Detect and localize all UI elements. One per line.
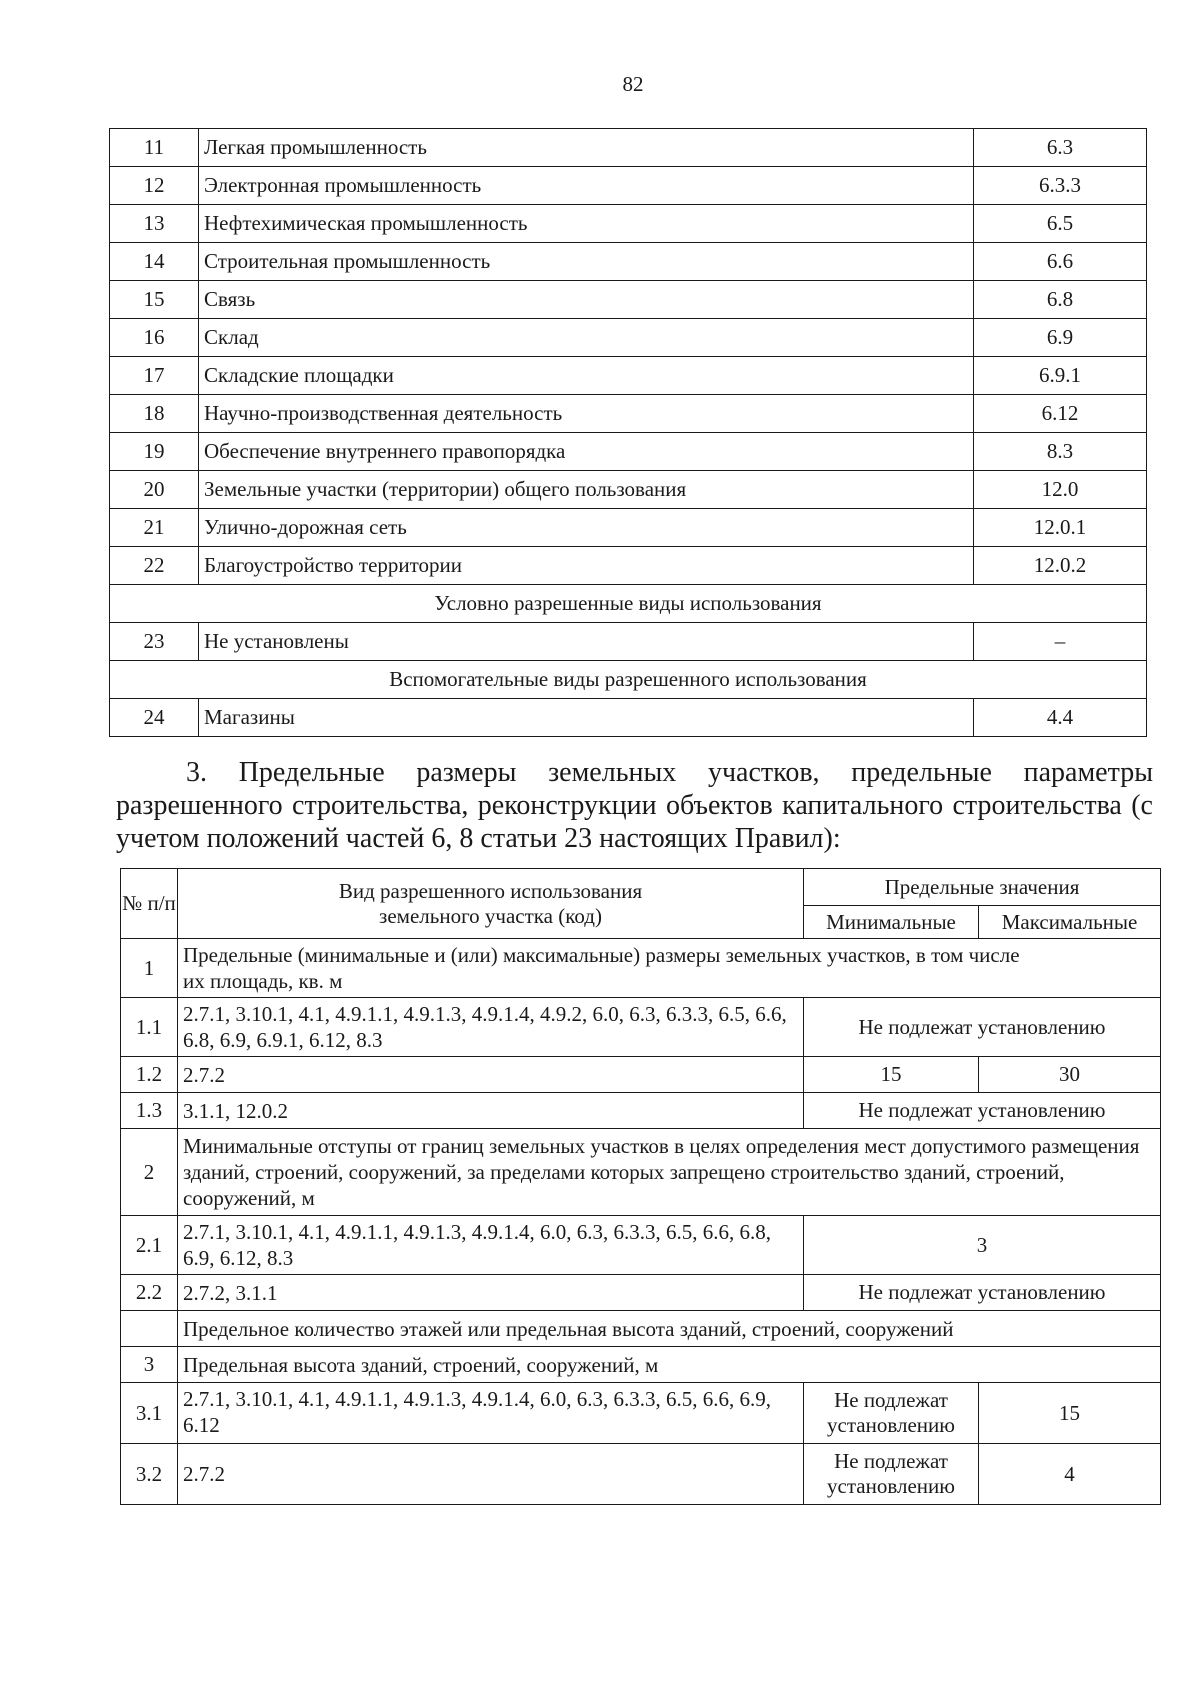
row-min: Не подлежат установлению (804, 1383, 979, 1444)
table-row (110, 243, 1147, 281)
row-max: 15 (979, 1383, 1161, 1444)
row-number: 18 (110, 395, 199, 433)
header-min: Минимальные (804, 906, 979, 939)
row-number: 22 (110, 547, 199, 585)
row-codes: 2.7.2, 3.1.1 (178, 1275, 804, 1311)
row-number: 14 (110, 243, 199, 281)
permitted-uses-tail (110, 585, 1147, 737)
use-code: 4.4 (974, 699, 1147, 737)
row-codes: 2.7.1, 3.10.1, 4.1, 4.9.1.1, 4.9.1.3, 4.9.1.4, 6.0, 6.3, 6.3.3, 6.5, 6.6, 6.9, 6.12 (178, 1383, 804, 1444)
row-min: Не подлежат установлению (804, 1444, 979, 1505)
row-value: 3 (804, 1216, 1161, 1275)
row-number-empty (121, 1311, 178, 1347)
row-number: 3.1 (121, 1383, 178, 1444)
use-name: Связь (199, 281, 974, 319)
table-row (121, 1311, 1161, 1347)
section-row-auxiliary (110, 661, 1147, 699)
row-number: 3 (121, 1347, 178, 1383)
table-row (110, 433, 1147, 471)
use-code: 12.0.1 (974, 509, 1147, 547)
use-name: Легкая промышленность (199, 129, 974, 167)
table-row (110, 547, 1147, 585)
use-code: 6.9.1 (974, 357, 1147, 395)
row-codes: 2.7.1, 3.10.1, 4.1, 4.9.1.1, 4.9.1.3, 4.9.1.4, 6.0, 6.3, 6.3.3, 6.5, 6.6, 6.8, 6.9, 6.12, 8.3 (178, 1216, 804, 1275)
row-number: 12 (110, 167, 199, 205)
header-row (121, 869, 1161, 906)
row-codes: 2.7.1, 3.10.1, 4.1, 4.9.1.1, 4.9.1.3, 4.9.1.4, 4.9.2, 6.0, 6.3, 6.3.3, 6.5, 6.6, 6.8, 6.9, 6.9.1, 6.12, 8.3 (178, 998, 804, 1057)
table-row (110, 471, 1147, 509)
permitted-uses-table (109, 128, 1147, 737)
use-name: Склад (199, 319, 974, 357)
limit-parameters-table (120, 868, 1161, 1505)
row-value: Не подлежат установлению (804, 1275, 1161, 1311)
table-row (110, 699, 1147, 737)
row-number: 1.2 (121, 1057, 178, 1093)
table-row (110, 319, 1147, 357)
use-name: Магазины (199, 699, 974, 737)
use-code: 6.3.3 (974, 167, 1147, 205)
section-conditional-label: Условно разрешенные виды использования (110, 585, 1147, 623)
table-row (121, 1129, 1161, 1216)
row-number: 1 (121, 939, 178, 998)
use-name: Улично-дорожная сеть (199, 509, 974, 547)
table-row (121, 1275, 1161, 1311)
use-code: 6.8 (974, 281, 1147, 319)
row-min: 15 (804, 1057, 979, 1093)
row-codes: 2.7.2 (178, 1057, 804, 1093)
row-number: 20 (110, 471, 199, 509)
use-code: 6.6 (974, 243, 1147, 281)
table-row (110, 509, 1147, 547)
row-number: 17 (110, 357, 199, 395)
use-name: Земельные участки (территории) общего пользования (199, 471, 974, 509)
row-number: 23 (110, 623, 199, 661)
row-number: 2.2 (121, 1275, 178, 1311)
table-row (110, 205, 1147, 243)
row-number: 1.3 (121, 1093, 178, 1129)
section-auxiliary-label: Вспомогательные виды разрешенного использования (110, 661, 1147, 699)
use-code: 12.0.2 (974, 547, 1147, 585)
use-name: Складские площадки (199, 357, 974, 395)
use-code: 6.12 (974, 395, 1147, 433)
row-description: Предельное количество этажей или предельная высота зданий, строений, сооружений (178, 1311, 1161, 1347)
row-description: Минимальные отступы от границ земельных участков в целях определения мест допустимого размещения зданий, строений, сооружений, за пределами которых запрещено строительство зданий, строений, сооружений, м (178, 1129, 1161, 1216)
use-code: 6.3 (974, 129, 1147, 167)
row-value: Не подлежат установлению (804, 998, 1161, 1057)
row-number: 21 (110, 509, 199, 547)
table-row (121, 1444, 1161, 1505)
use-code: – (974, 623, 1147, 661)
use-code: 8.3 (974, 433, 1147, 471)
table-row (121, 1383, 1161, 1444)
use-name: Обеспечение внутреннего правопорядка (199, 433, 974, 471)
row-max: 30 (979, 1057, 1161, 1093)
use-name: Нефтехимическая промышленность (199, 205, 974, 243)
row-description-text: Предельные (минимальные и (или) максимальные) размеры земельных участков, в том числе их площадь, кв. м (183, 943, 1020, 993)
use-name: Электронная промышленность (199, 167, 974, 205)
table-row (110, 623, 1147, 661)
permitted-uses-body (110, 129, 1147, 585)
row-number: 1.1 (121, 998, 178, 1057)
row-number: 16 (110, 319, 199, 357)
use-code: 12.0 (974, 471, 1147, 509)
table-row (110, 357, 1147, 395)
table-row (121, 1347, 1161, 1383)
row-number: 24 (110, 699, 199, 737)
row-number: 13 (110, 205, 199, 243)
table-row (121, 1216, 1161, 1275)
section-row-conditional (110, 585, 1147, 623)
use-code: 6.9 (974, 319, 1147, 357)
table-row (110, 129, 1147, 167)
page-number: 82 (622, 72, 644, 96)
table-row (110, 395, 1147, 433)
row-codes: 2.7.2 (178, 1444, 804, 1505)
section-3-paragraph: 3. Предельные размеры земельных участков, предельные параметры разрешенного строительства, реконструкции объектов капитального строительства (с учетом положений частей 6, 8 статьи 23 настоящих Правил): (116, 757, 1153, 854)
use-name: Не установлены (199, 623, 974, 661)
row-value: Не подлежат установлению (804, 1093, 1161, 1129)
row-number: 3.2 (121, 1444, 178, 1505)
use-name: Благоустройство территории (199, 547, 974, 585)
row-number: 11 (110, 129, 199, 167)
table-row (121, 998, 1161, 1057)
header-max: Максимальные (979, 906, 1161, 939)
row-description (178, 939, 1161, 998)
table-row (110, 167, 1147, 205)
row-max: 4 (979, 1444, 1161, 1505)
header-limits: Предельные значения (804, 869, 1161, 906)
header-kind: Вид разрешенного использования земельного участка (код) (178, 869, 804, 939)
row-number: 2.1 (121, 1216, 178, 1275)
use-code: 6.5 (974, 205, 1147, 243)
row-number: 19 (110, 433, 199, 471)
table-row (121, 939, 1161, 998)
row-number: 2 (121, 1129, 178, 1216)
use-name: Строительная промышленность (199, 243, 974, 281)
table-row (110, 281, 1147, 319)
table-row (121, 1093, 1161, 1129)
row-description: Предельная высота зданий, строений, сооружений, м (178, 1347, 1161, 1383)
row-codes: 3.1.1, 12.0.2 (178, 1093, 804, 1129)
header-num: № п/п (121, 869, 178, 939)
table-row (121, 1057, 1161, 1093)
use-name: Научно-производственная деятельность (199, 395, 974, 433)
row-number: 15 (110, 281, 199, 319)
